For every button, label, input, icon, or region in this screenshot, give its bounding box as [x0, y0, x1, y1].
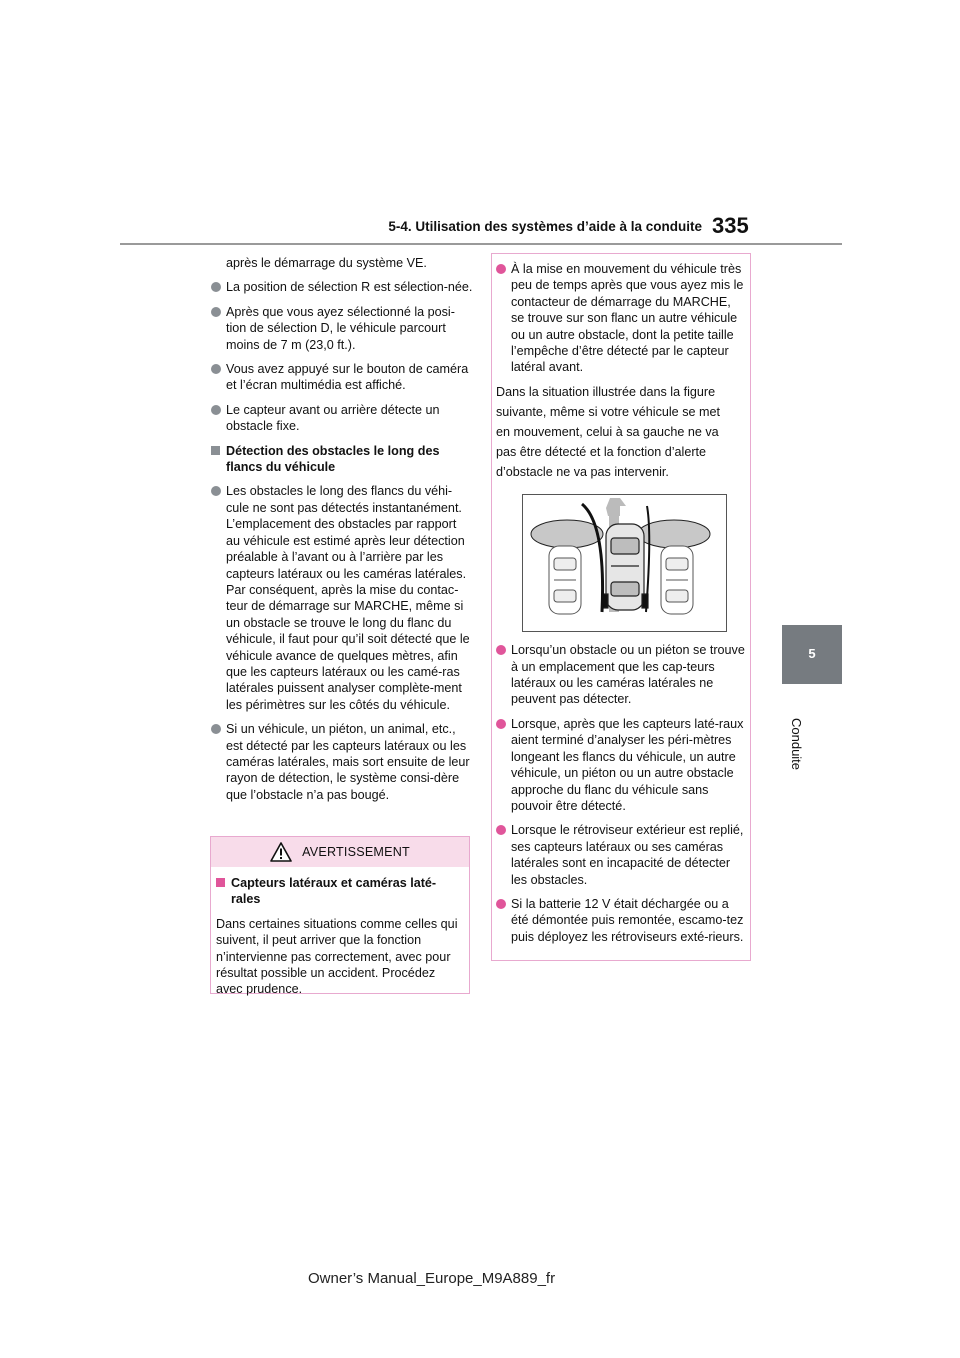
list-item: Lorsque, après que les capteurs laté-raux aient terminé d’analyser les péri-mètres longeant les flancs du véhicule, un autre véhicule, un piéton ou un autre obstacle approche du flanc du véhicule sans pouvoir être détecté.	[496, 716, 747, 814]
warning-subheading: Capteurs latéraux et caméras laté-rales	[216, 875, 465, 908]
list-item: Vous avez appuyé sur le bouton de caméra et l’écran multimédia est affiché.	[211, 361, 473, 394]
left-column	[211, 255, 473, 811]
intro-continuation: après le démarrage du système VE.	[226, 256, 427, 270]
header-divider	[120, 243, 842, 245]
section-title: 5-4. Utilisation des systèmes d’aide à la conduite	[388, 219, 702, 234]
car-diagram	[522, 494, 727, 632]
list-item: Lorsqu’un obstacle ou un piéton se trouve à un emplacement que les cap-teurs latéraux ou les caméras latérales ne peuvent pas détecter.	[496, 642, 747, 708]
list-item: Après que vous ayez sélectionné la posi-tion de sélection D, le véhicule parcourt moins de 7 m (23,0 ft.).	[211, 304, 473, 353]
warning-box	[210, 836, 470, 997]
text-line: pas être détecté et la fonction d’alerte	[496, 444, 707, 459]
text-line: suivante, même si votre véhicule se met	[496, 404, 720, 419]
parking-illustration	[522, 494, 727, 632]
list-item: La position de sélection R est sélection-née.	[211, 279, 473, 295]
warning-title: AVERTISSEMENT	[302, 844, 410, 859]
warning-text: Dans certaines situations comme celles qui suivent, il peut arriver que la fonction n’intervienne pas correctement, avec pour résultat possible un accident. Procédez avec prudence.	[216, 916, 458, 997]
footer-text: Owner’s Manual_Europe_M9A889_fr	[308, 1270, 556, 1287]
list-item: À la mise en mouvement du véhicule très peu de temps après que vous ayez mis le contacteur de démarrage du MARCHE, se trouve sur son flanc un autre véhicule ou un autre obstacle, dont la petite taille l’empêche d’être détecté par le capteur latéral avant.	[496, 261, 747, 376]
right-column	[491, 253, 751, 953]
list-item: Les obstacles le long des flancs du véhi-cule ne sont pas détectés instantanément. L’emplacement des obstacles par rapport au véhicule est estimé après leur détection préalable à l’avant ou à l’arrière par les capteurs latéraux ou les caméras latérales. Par conséquent, après la mise du contac-teur de démarrage sur MARCHE, même si un obstacle se trouve le long du flanc du véhicule, il faut pour qu’il soit détecté que le véhicule avance de quelques mètres, afin que les capteurs latéraux ou les camé-ras latérales puissent analyser complète-ment les périmètres sur les côtés du véhicule.	[211, 483, 473, 713]
chapter-number: 5	[808, 646, 816, 662]
list-item: Si la batterie 12 V était déchargée ou a été démontée puis remontée, escamo-tez puis déployez les rétroviseurs exté-rieurs.	[496, 896, 747, 945]
text-line: Dans la situation illustrée dans la figure	[496, 384, 716, 399]
chapter-tab	[782, 625, 842, 684]
subheading: Détection des obstacles le long des flancs du véhicule	[211, 443, 473, 476]
page-number: 335	[712, 213, 749, 238]
list-item: Lorsque le rétroviseur extérieur est replié, ses capteurs latéraux ou ses caméras latérales sont en incapacité de détecter les obstacles.	[496, 822, 747, 888]
warning-header	[211, 837, 469, 867]
text-line: d’obstacle ne va pas intervenir.	[496, 464, 669, 479]
text-line: en mouvement, celui à sa gauche ne va	[496, 424, 719, 439]
chapter-label: Conduite	[789, 717, 805, 771]
warning-triangle-icon	[270, 842, 292, 862]
list-item: Si un véhicule, un piéton, un animal, etc., est détecté par les capteurs latéraux ou les caméras latérales, mais sort ensuite de leur rayon de détection, le système consi-dère que l’obstacle n’a pas bougé.	[211, 721, 473, 803]
list-item: Le capteur avant ou arrière détecte un obstacle fixe.	[211, 402, 473, 435]
